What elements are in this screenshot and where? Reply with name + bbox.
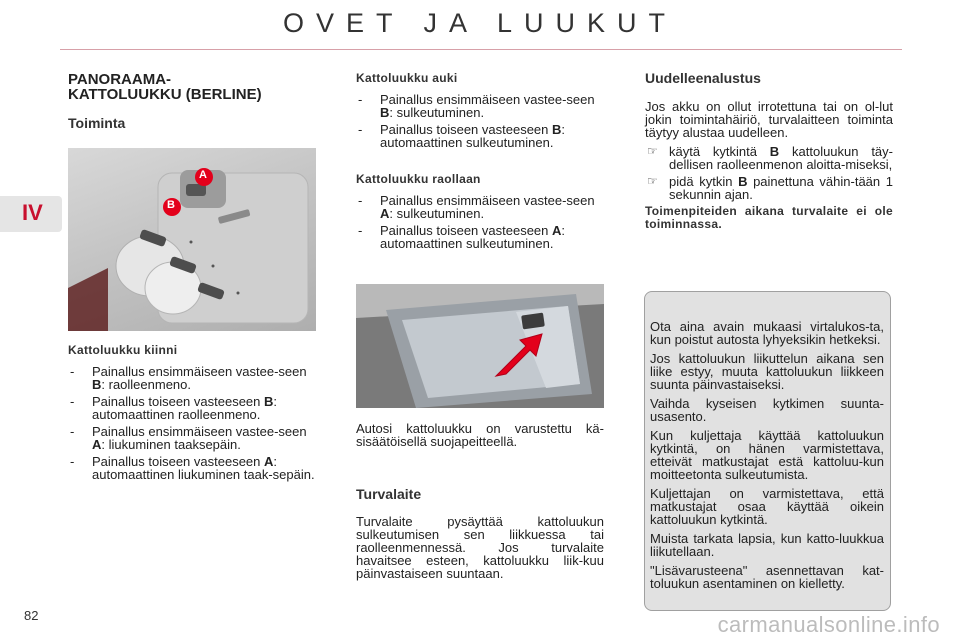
notice-paragraph: Muista tarkata lapsia, kun katto-luukkua liikutellaan. [650, 531, 884, 559]
notice-paragraph: Kuljettajan on varmistettava, että matkustajat osaa käyttää oikein kattoluukun kytkintä. [650, 486, 884, 527]
photo-caption: Autosi kattoluukku on varustettu kä-sisäätöisellä suojapeitteellä. [356, 421, 604, 449]
section-heading: PANORAAMA- KATTOLUUKKU (BERLINE) [68, 71, 262, 103]
page-number: 82 [24, 608, 39, 623]
open-heading: Kattoluukku auki [356, 71, 458, 85]
reset-intro: Jos akku on ollut irrotettuna tai on ol-lut jokin toimintahäiriö, turvalaitteen toiminta täytyy alustaa uudelleen. [645, 99, 893, 140]
middle-lower [356, 422, 604, 580]
watermark: carmanualsonline.info [717, 612, 940, 637]
chapter-number: IV [22, 200, 43, 225]
switch-b-label: B [167, 199, 175, 211]
safety-heading: Turvalaite [356, 486, 422, 502]
reset-steps [645, 145, 893, 201]
roof-switch-illustration [68, 148, 316, 331]
subsection-heading: Toiminta [68, 115, 126, 131]
list-item: ☞ pidä kytkin B painettuna vähin-tään 1 sekunnin ajan. [647, 174, 893, 202]
switch-a-label: A [199, 169, 207, 181]
notice-paragraph: Vaihda kyseisen kytkimen suunta-usasento. [650, 396, 884, 424]
list-item: - Painallus toiseen vasteeseen A: automaattinen liukuminen taak-sepäin. [70, 454, 315, 482]
list-item: - Painallus toiseen vasteeseen B: automaattinen sulkeutuminen. [358, 122, 566, 150]
list-item: - Painallus ensimmäiseen vastee-seen A: sulkeutuminen. [358, 193, 595, 221]
notice-paragraph: Jos kattoluukun liikuttelun aikana sen liike estyy, muuta kattoluukun liikkeen suunta päinvastaiseksi. [650, 351, 884, 392]
safety-text: Turvalaite pysäyttää kattoluukun sulkeutumisen sen liikkuessa tai raolleenmennessä. Jos turvalaite havaitsee esteen, kattoluukku liik-kuu päinvastaiseen suuntaan. [356, 514, 604, 581]
list-item: ☞ käytä kytkintä B kattoluukun täy-dellisen raolleenmenon aloitta-miseksi, [647, 144, 893, 172]
list-item: - Painallus toiseen vasteeseen A: automaattinen sulkeutuminen. [358, 223, 566, 251]
header-divider [60, 49, 902, 50]
closed-list [68, 365, 316, 481]
notice-box [644, 291, 891, 611]
open-list [356, 93, 604, 149]
list-item: - Painallus toiseen vasteeseen B: automaattinen raolleenmeno. [70, 394, 278, 422]
reset-warning: Toimenpiteiden aikana turvalaite ei ole toiminnassa. [645, 204, 893, 231]
ajar-list [356, 194, 604, 250]
pointer-hand-icon: ☞ [647, 174, 658, 188]
list-item: - Painallus ensimmäiseen vastee-seen A: liukuminen taaksepäin. [70, 424, 307, 452]
list-item: - Painallus ensimmäiseen vastee-seen B: sulkeutuminen. [358, 92, 595, 120]
reset-heading: Uudelleenalustus [645, 70, 761, 86]
roof-switch-photo [68, 148, 316, 331]
column-right [645, 72, 893, 231]
pointer-hand-icon: ☞ [647, 144, 658, 158]
chapter-tab [0, 196, 62, 232]
notice-paragraph: Ota aina avain mukaasi virtalukos-ta, kun poistut autosta lyhyeksikin hetkeksi. [650, 319, 884, 347]
column-left [68, 72, 316, 130]
sunroof-illustration [356, 284, 604, 408]
notice-paragraph: "Lisävarusteena" asennettavan kat-toluukun asentaminen on kielletty. [650, 563, 884, 591]
sunroof-photo [356, 284, 604, 408]
ajar-heading: Kattoluukku raollaan [356, 172, 481, 186]
closed-heading: Kattoluukku kiinni [68, 343, 178, 357]
closed-section [68, 344, 316, 485]
list-item: - Painallus ensimmäiseen vastee-seen B: raolleenmeno. [70, 364, 307, 392]
notice-paragraph: Kun kuljettaja käyttää kattoluukun kytkintä, on hänen varmistettava, etteivät matkustajat estä kattoluu-kun moitteetonta sulkeutumista. [650, 428, 884, 482]
page-title: OVET JA LUUKUT [282, 8, 678, 38]
column-middle [356, 72, 604, 254]
